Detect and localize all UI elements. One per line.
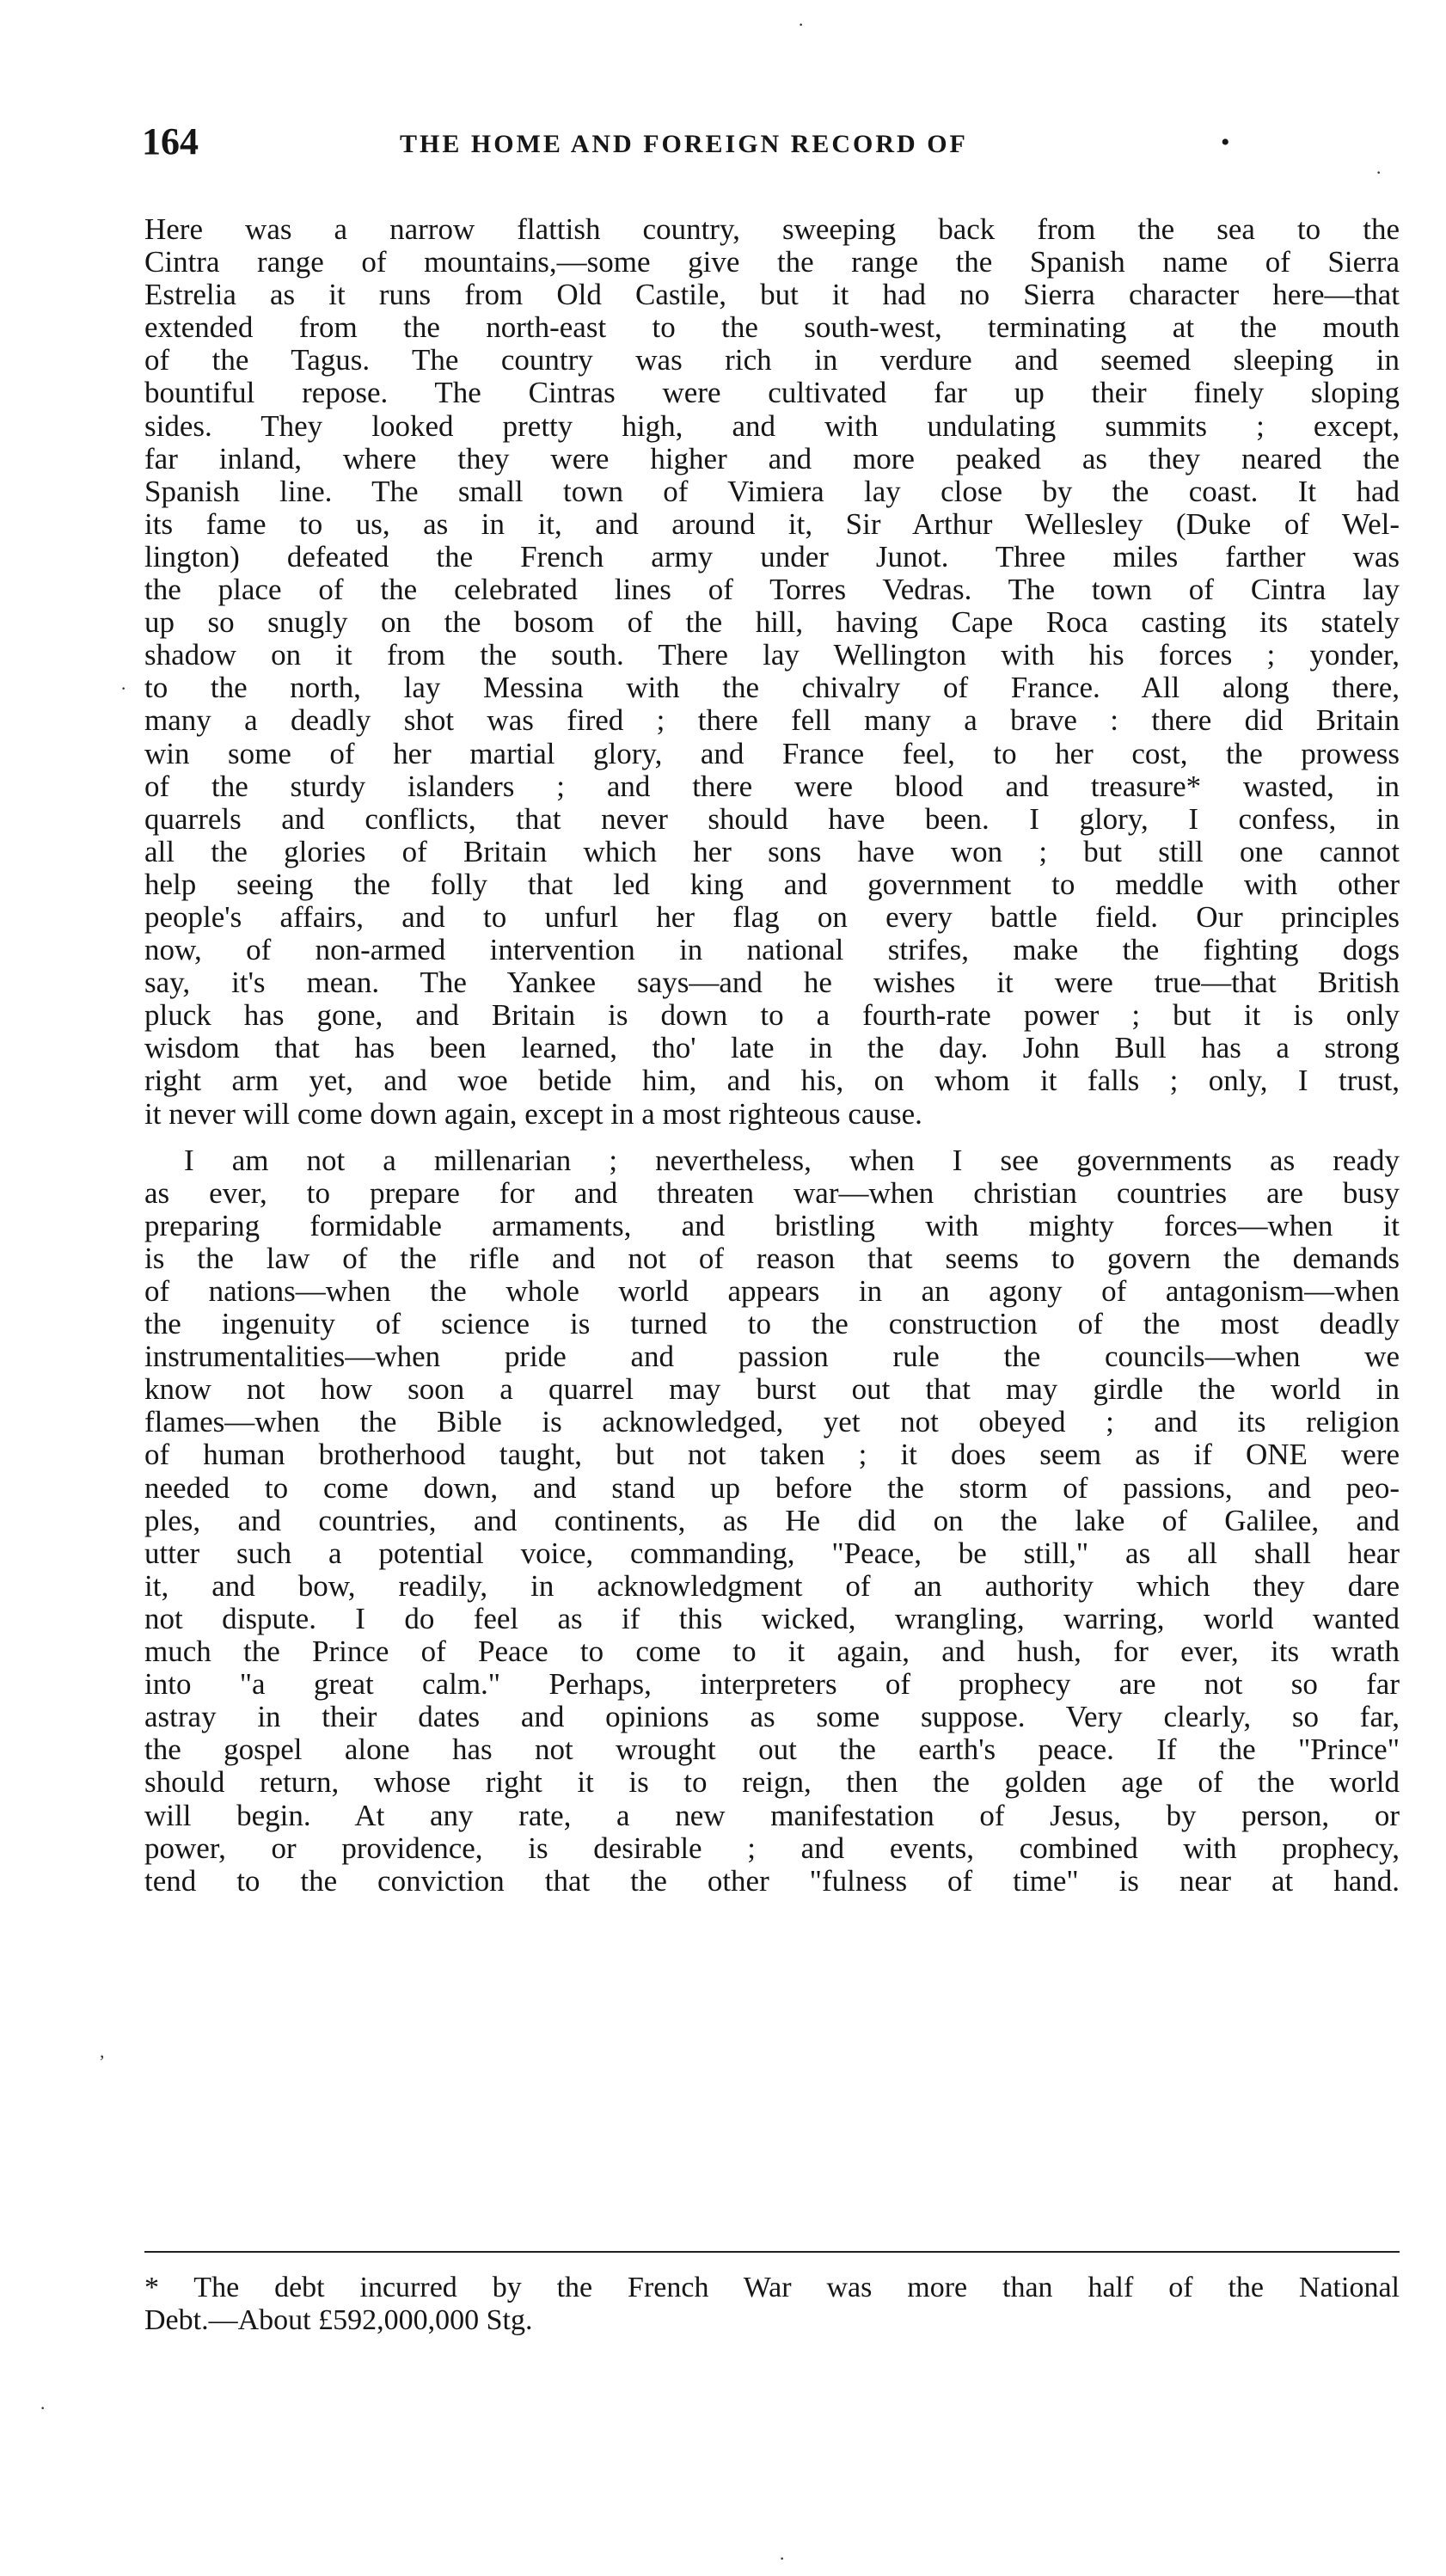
text-line: pluck has gone, and Britain is down to a fourth-rate power ; but it is only bbox=[144, 999, 1400, 1033]
text-line: the ingenuity of science is turned to the construction of the most deadly bbox=[144, 1308, 1400, 1341]
text-line: the place of the celebrated lines of Torres Vedras. The town of Cintra lay bbox=[144, 573, 1400, 607]
text-line: Spanish line. The small town of Vimiera lay close by the coast. It had bbox=[144, 475, 1400, 508]
text-line: far inland, where they were higher and more peaked as they neared the bbox=[144, 442, 1400, 475]
text-line: now, of non-armed intervention in national strifes, make the fighting dogs bbox=[144, 934, 1400, 967]
running-head bbox=[142, 120, 1234, 163]
print-speck: , bbox=[100, 2040, 105, 2062]
text-line: astray in their dates and opinions as some suppose. Very clearly, so far, bbox=[144, 1701, 1400, 1734]
text-line: of human brotherhood taught, but not taken ; it does seem as if ONE were bbox=[144, 1438, 1400, 1472]
text-line: power, or providence, is desirable ; and events, combined with prophecy, bbox=[144, 1831, 1400, 1865]
print-speck: · bbox=[798, 14, 805, 35]
text-line: I am not a millenarian ; nevertheless, when I see governments as ready bbox=[184, 1144, 1400, 1177]
text-line: utter such a potential voice, commanding, "Peace, be still," as all shall hear bbox=[144, 1536, 1400, 1570]
text-line: Here was a narrow flattish country, sweeping back from the sea to the bbox=[144, 213, 1400, 246]
text-line: sides. They looked pretty high, and with undulating summits ; except, bbox=[144, 409, 1400, 443]
paragraph-1 bbox=[144, 213, 1400, 1131]
text-line: lington) defeated the French army under Junot. Three miles farther was bbox=[144, 540, 1400, 573]
text-line: Estrelia as it runs from Old Castile, but it had no Sierra character here—that bbox=[144, 279, 1400, 312]
text-line: up so snugly on the bosom of the hill, having Cape Roca casting its stately bbox=[144, 606, 1400, 640]
text-line: Cintra range of mountains,—some give the range the Spanish name of Sierra bbox=[144, 246, 1400, 279]
text-line: say, it's mean. The Yankee says—and he wishes it were true—that British bbox=[144, 966, 1400, 1000]
text-line: of the Tagus. The country was rich in verdure and seemed sleeping in bbox=[144, 344, 1400, 377]
text-line: right arm yet, and woe betide him, and his, on whom it falls ; only, I trust, bbox=[144, 1064, 1400, 1098]
print-speck: · bbox=[779, 2548, 786, 2569]
text-line: it never will come down again, except in a most righteous cause. bbox=[144, 1097, 922, 1131]
text-line: as ever, to prepare for and threaten war—when christian countries are busy bbox=[144, 1176, 1400, 1210]
text-line: flames—when the Bible is acknowledged, yet not obeyed ; and its religion bbox=[144, 1406, 1400, 1439]
text-line: should return, whose right it is to reign, then the golden age of the world bbox=[144, 1766, 1400, 1800]
text-line: many a deadly shot was fired ; there fell many a brave : there did Britain bbox=[144, 704, 1400, 738]
text-line: instrumentalities—when pride and passion rule the councils—when we bbox=[144, 1340, 1400, 1374]
text-line: help seeing the folly that led king and government to meddle with other bbox=[144, 868, 1400, 901]
text-line: quarrels and conflicts, that never should have been. I glory, I confess, in bbox=[144, 802, 1400, 836]
body-text bbox=[144, 213, 1400, 1898]
text-line: its fame to us, as in it, and around it, Sir Arthur Wellesley (Duke of Wel- bbox=[144, 507, 1400, 541]
page-number: 164 bbox=[142, 120, 199, 163]
print-speck: · bbox=[120, 678, 127, 699]
text-line: preparing formidable armaments, and bristling with mighty forces—when it bbox=[144, 1209, 1400, 1242]
text-line: tend to the conviction that the other "fulness of time" is near at hand. bbox=[144, 1864, 1400, 1898]
running-title: THE HOME AND FOREIGN RECORD OF bbox=[400, 130, 968, 158]
text-line: win some of her martial glory, and France feel, to her cost, the prowess bbox=[144, 737, 1400, 770]
text-line: of the sturdy islanders ; and there were blood and treasure* wasted, in bbox=[144, 770, 1400, 803]
footnote-line: * The debt incurred by the French War was more than half of the National bbox=[144, 2272, 1400, 2303]
footnote bbox=[144, 2272, 1400, 2337]
text-line: ples, and countries, and continents, as He did on the lake of Galilee, and bbox=[144, 1504, 1400, 1537]
text-line: not dispute. I do feel as if this wicked, wrangling, warring, world wanted bbox=[144, 1602, 1400, 1635]
text-line: needed to come down, and stand up before the storm of passions, and peo- bbox=[144, 1471, 1400, 1505]
print-speck: · bbox=[1376, 162, 1382, 183]
paragraph-gap bbox=[144, 1131, 1400, 1144]
text-line: bountiful repose. The Cintras were cultivated far up their finely sloping bbox=[144, 377, 1400, 410]
footnote-divider bbox=[144, 2251, 1400, 2253]
text-line: will begin. At any rate, a new manifestation of Jesus, by person, or bbox=[144, 1799, 1400, 1832]
text-line: into "a great calm." Perhaps, interpreters of prophecy are not so far bbox=[144, 1668, 1400, 1702]
text-line: people's affairs, and to unfurl her flag on every battle field. Our principles bbox=[144, 900, 1400, 934]
paragraph-2 bbox=[144, 1144, 1400, 1898]
text-line: is the law of the rifle and not of reason that seems to govern the demands bbox=[144, 1242, 1400, 1275]
text-line: much the Prince of Peace to come to it again, and hush, for ever, its wrath bbox=[144, 1635, 1400, 1669]
text-line: to the north, lay Messina with the chivalry of France. All along there, bbox=[144, 672, 1400, 705]
print-speck: · bbox=[40, 2397, 46, 2419]
text-line: it, and bow, readily, in acknowledgment of an authority which they dare bbox=[144, 1569, 1400, 1603]
text-line: extended from the north-east to the south-west, terminating at the mouth bbox=[144, 311, 1400, 345]
footnote-line: Debt.—About £592,000,000 Stg. bbox=[144, 2304, 533, 2336]
text-line: know not how soon a quarrel may burst out that may girdle the world in bbox=[144, 1373, 1400, 1407]
text-line: shadow on it from the south. There lay Wellington with his forces ; yonder, bbox=[144, 639, 1400, 672]
text-line: wisdom that has been learned, tho' late in the day. John Bull has a strong bbox=[144, 1032, 1400, 1065]
text-line: of nations—when the whole world appears in an agony of antagonism—when bbox=[144, 1275, 1400, 1308]
text-line: the gospel alone has not wrought out the earth's peace. If the "Prince" bbox=[144, 1733, 1400, 1767]
header-ornament: • bbox=[1221, 128, 1230, 156]
text-line: all the glories of Britain which her sons have won ; but still one cannot bbox=[144, 835, 1400, 868]
